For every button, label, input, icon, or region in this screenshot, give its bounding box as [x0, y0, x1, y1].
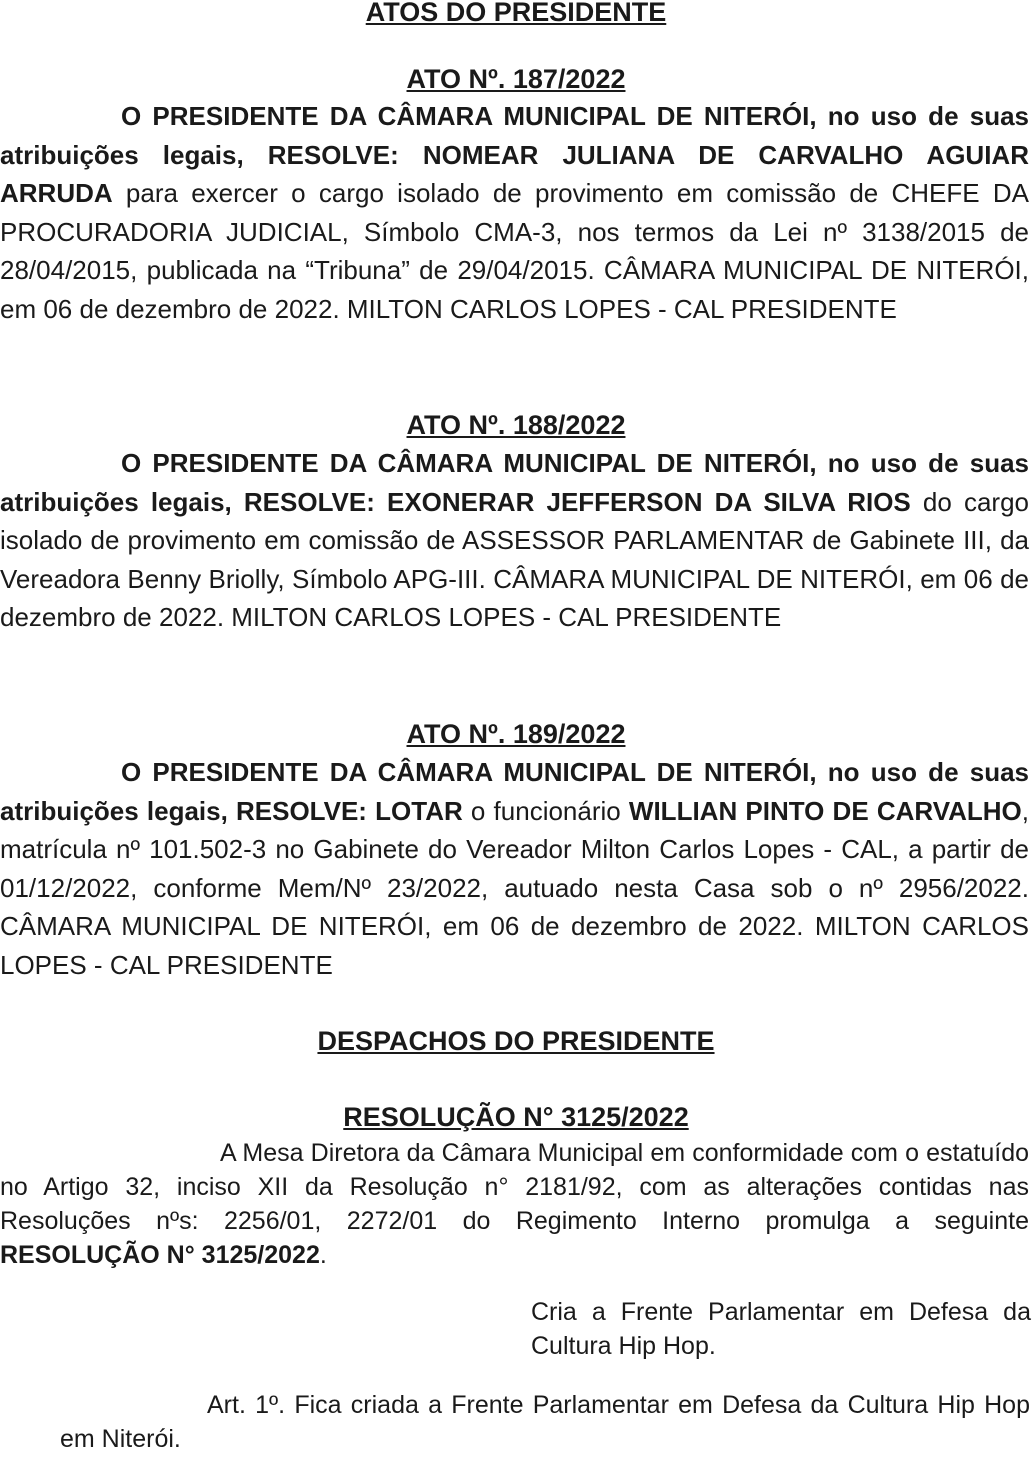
- act-body-187: para exercer o cargo isolado de provimento em comissão de CHEFE DA PROCURADORIA JUDICIAL, Símbolo CMA-3, nos termos da Lei nº 3138/2015 de 28/04/2015, publicada na “Tribuna” de 29/04/2015. CÂMARA MUNICIPAL DE NITERÓI, em 06 de dezembro de 2022. MILTON CARLOS LOPES - CAL PRESIDENTE: [0, 178, 1029, 324]
- resolution-intro: [0, 1136, 1029, 1272]
- resolution-intro-text: A Mesa Diretora da Câmara Municipal em conformidade com o estatuído no Artigo 32, inciso XII da Resolução n° 2181/92, com as alterações contidas nas Resoluções nºs: 2256/01, 2272/01 do Regimento Interno promulga a seguinte: [0, 1139, 1029, 1235]
- act-text-187: [0, 97, 1029, 329]
- act-lead-188: O PRESIDENTE DA CÂMARA MUNICIPAL DE NITERÓI, no uso de suas atribuições legais, RESOLVE: EXONERAR JEFFERSON DA SILVA RIOS: [0, 448, 1029, 517]
- act-mid-189: o funcionário: [462, 795, 629, 826]
- section-title-despachos: DESPACHOS DO PRESIDENTE: [317, 1026, 715, 1056]
- resolution-ementa: Cria a Frente Parlamentar em Defesa da Cultura Hip Hop.: [531, 1298, 1031, 1360]
- resolution-article-1: Art. 1º. Fica criada a Frente Parlamentar em Defesa da Cultura Hip Hop em Niterói.: [60, 1391, 1030, 1453]
- act-text-189: [0, 753, 1029, 985]
- act-body-189: , matrícula nº 101.502-3 no Gabinete do Vereador Milton Carlos Lopes - CAL, a partir de 01/12/2022, conforme Mem/Nº 23/2022, autuado nesta Casa sob o nº 2956/2022. CÂMARA MUNICIPAL DE NITERÓI, em 06 de dezembro de 2022. MILTON CARLOS LOPES - CAL PRESIDENTE: [0, 795, 1030, 980]
- act-lead-187: O PRESIDENTE DA CÂMARA MUNICIPAL DE NITERÓI, no uso de suas atribuições legais, RESOLVE: NOMEAR JULIANA DE CARVALHO AGUIAR ARRUDA: [0, 101, 1029, 209]
- act-text-188: [0, 444, 1029, 637]
- act-title-189: ATO Nº. 189/2022: [406, 719, 626, 749]
- act-title-188: ATO Nº. 188/2022: [406, 410, 626, 440]
- act-title-187: ATO Nº. 187/2022: [406, 64, 626, 94]
- act-lead-189: O PRESIDENTE DA CÂMARA MUNICIPAL DE NITERÓI, no uso de suas atribuições legais, RESOLVE: LOTAR: [0, 757, 1029, 826]
- resolution-intro-end: .: [319, 1241, 327, 1269]
- act-mid-bold-189: WILLIAN PINTO DE CARVALHO: [628, 795, 1022, 826]
- act-body-188: do cargo isolado de provimento em comissão de ASSESSOR PARLAMENTAR de Gabinete III, da Vereadora Benny Briolly, Símbolo APG-III. CÂMARA MUNICIPAL DE NITERÓI, em 06 de dezembro de 2022. MILTON CARLOS LOPES - CAL PRESIDENTE: [0, 486, 1029, 633]
- resolution-title: RESOLUÇÃO N° 3125/2022: [343, 1102, 689, 1132]
- section-title-atos: ATOS DO PRESIDENTE: [365, 0, 667, 27]
- resolution-intro-bold: RESOLUÇÃO N° 3125/2022: [0, 1241, 320, 1269]
